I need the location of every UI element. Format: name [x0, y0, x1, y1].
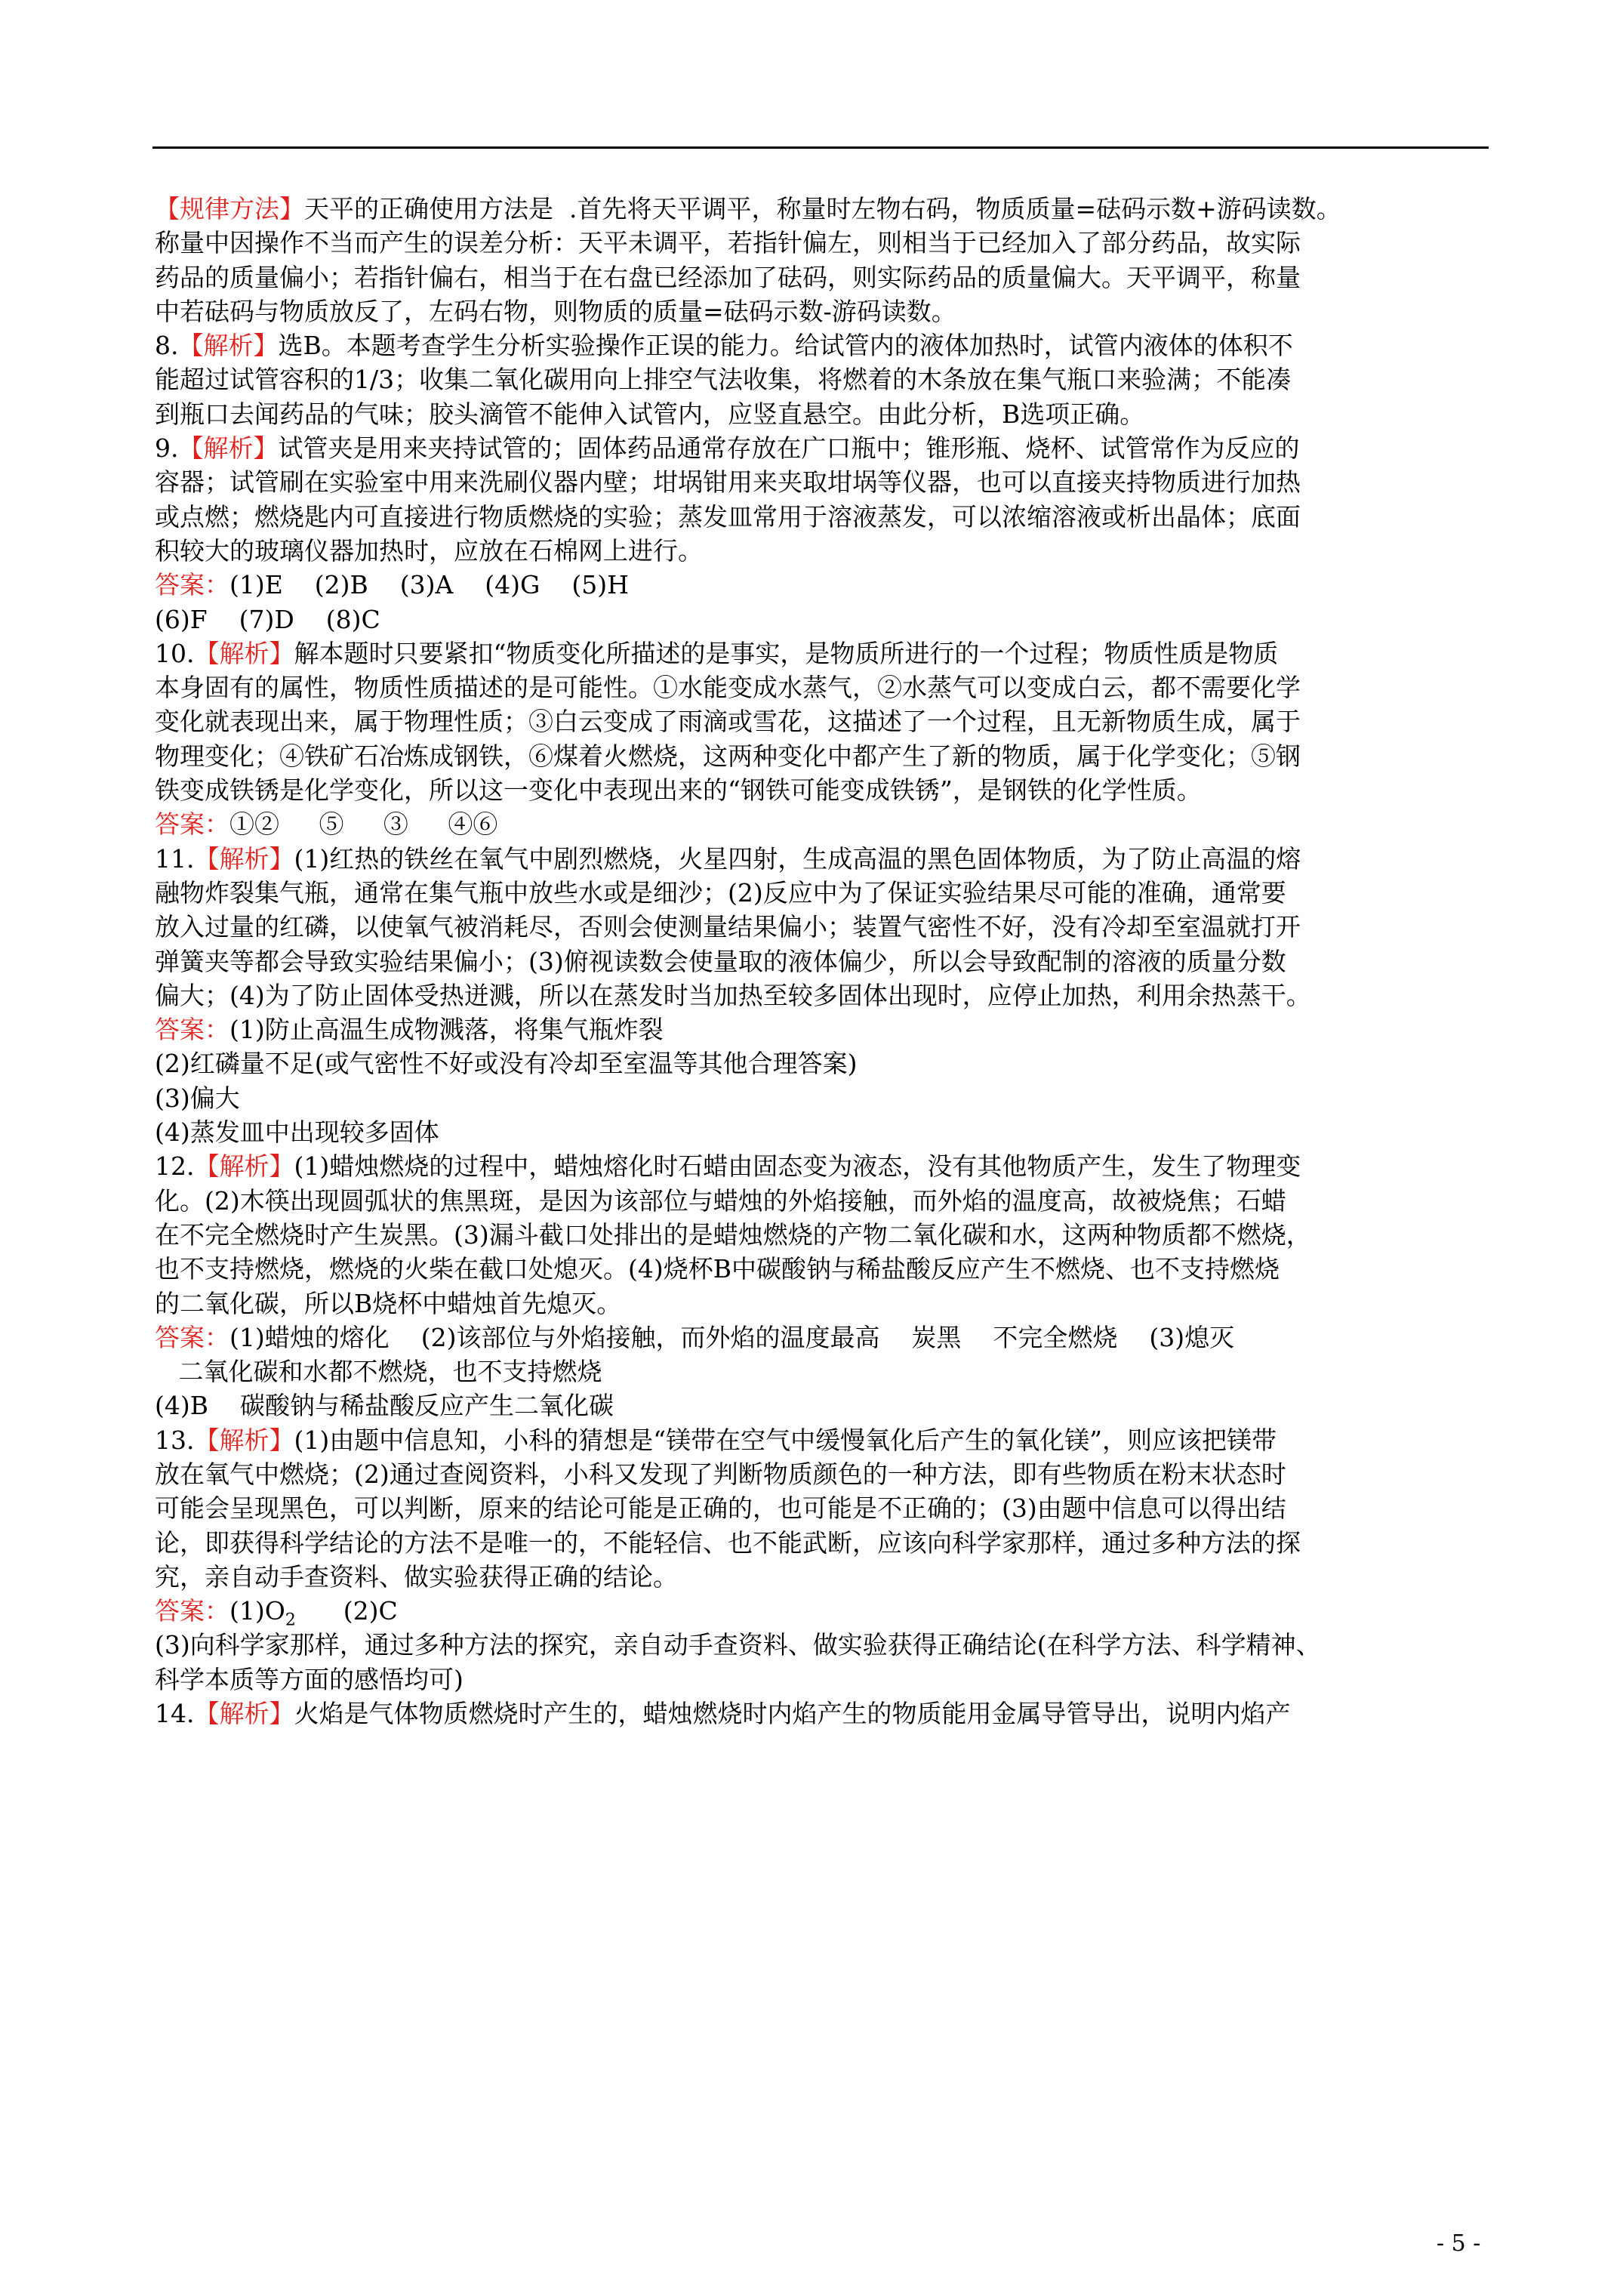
line-text: (1)蜡烛的熔化 (2)该部位与外焰接触，而外焰的温度最高 炭黑 不完全燃烧 (3)熄灭	[229, 1322, 1235, 1352]
text-line	[155, 397, 1495, 431]
section-tag: 【解析】	[194, 1151, 294, 1182]
line-text: 试管夹是用来夹持试管的；固体药品通常存放在广口瓶中；锥形瓶、烧杯、试管常作为反应的	[278, 433, 1300, 464]
line-text: 的二氧化碳，所以B烧杯中蜡烛首先熄灭。	[155, 1288, 622, 1318]
line-text: 物理变化；④铁矿石冶炼成钢铁，⑥煤着火燃烧，这两种变化中都产生了新的物质，属于化学变化；⑤钢	[155, 741, 1301, 771]
text-line	[155, 1218, 1495, 1252]
text-line	[155, 1321, 1495, 1354]
text-line	[155, 1628, 1495, 1662]
text-line	[155, 1012, 1495, 1046]
item-number: 12.	[155, 1151, 195, 1182]
line-text: (3)向科学家那样，通过多种方法的探究，亲自动手查资料、做实验获得正确结论(在科学方法、科学精神、	[155, 1630, 1321, 1660]
line-text: (1)红热的铁丝在氧气中剧烈燃烧，火星四射，生成高温的黑色固体物质，为了防止高温的熔	[294, 843, 1301, 874]
item-number: 11.	[155, 843, 195, 874]
line-text: 化。(2)木筷出现圆弧状的焦黑斑，是因为该部位与蜡烛的外焰接触，而外焰的温度高，故被烧焦；石蜡	[155, 1185, 1286, 1216]
section-tag: 答案：	[155, 1322, 229, 1352]
text-line	[155, 1697, 1495, 1730]
text-line	[155, 842, 1495, 876]
text-line	[155, 636, 1495, 670]
line-text: 铁变成铁锈是化学变化，所以这一变化中表现出来的“钢铁可能变成铁锈”，是钢铁的化学性质。	[155, 775, 1202, 806]
item-number: 9.	[155, 433, 179, 464]
text-line	[155, 226, 1495, 260]
text-line	[155, 431, 1495, 465]
line-text: (4)蒸发皿中出现较多固体	[155, 1117, 439, 1148]
text-line	[155, 876, 1495, 910]
line-text: 天平的正确使用方法是 .首先将天平调平，称量时左物右码，物质质量=砝码示数+游码读数。	[304, 194, 1341, 223]
section-tag: 【解析】	[194, 1699, 294, 1729]
line-text: 偏大；(4)为了防止固体受热迸溅，所以在蒸发时当加热至较多固体出现时，应停止加热，利用余热蒸干。	[155, 980, 1311, 1010]
section-tag: 答案：	[155, 570, 229, 600]
line-text: (3)偏大	[155, 1083, 240, 1113]
line-text: 可能会呈现黑色，可以判断，原来的结论可能是正确的，也可能是不正确的；(3)由题中信息可以得出结	[155, 1493, 1286, 1524]
item-number: 14.	[155, 1699, 195, 1729]
text-line	[155, 500, 1495, 534]
text-line	[155, 1081, 1495, 1115]
line-text: 到瓶口去闻药品的气味；胶头滴管不能伸入试管内，应竖直悬空。由此分析，B选项正确。	[155, 399, 1145, 429]
line-text: 变化就表现出来，属于物理性质；③白云变成了雨滴或雪花，这描述了一个过程，且无新物质生成，属于	[155, 707, 1301, 737]
text-line	[155, 670, 1495, 704]
line-text: (2)红磷量不足(或气密性不好或没有冷却至室温等其他合理答案)	[155, 1049, 858, 1079]
line-text: 药品的质量偏小；若指针偏右，相当于在右盘已经添加了砝码，则实际药品的质量偏大。天平调平，称量	[155, 262, 1301, 292]
text-line	[155, 1184, 1495, 1218]
line-text: 中若砝码与物质放反了，左码右物，则物质的质量=砝码示数-游码读数。	[155, 296, 956, 326]
section-tag: 【规律方法】	[155, 194, 304, 223]
line-text: 也不支持燃烧，燃烧的火柴在截口处熄灭。(4)烧杯B中碳酸钠与稀盐酸反应产生不燃烧、也不支持燃烧	[155, 1254, 1280, 1284]
page-body	[155, 192, 1495, 1730]
text-line	[155, 603, 1495, 636]
text-line	[155, 1388, 1495, 1422]
text-line	[155, 1457, 1495, 1491]
text-line	[155, 328, 1495, 362]
line-text: (1)O	[229, 1596, 285, 1626]
line-text: 弹簧夹等都会导致实验结果偏小；(3)俯视读数会使量取的液体偏少，所以会导致配制的溶液的质量分数	[155, 946, 1286, 976]
text-line	[155, 1526, 1495, 1560]
text-line	[155, 568, 1495, 602]
line-text: 积较大的玻璃仪器加热时，应放在石棉网上进行。	[155, 535, 703, 566]
line-text: 论，即获得科学结论的方法不是唯一的，不能轻信、也不能武断，应该向科学家那样，通过多种方法的探	[155, 1527, 1301, 1558]
text-line	[155, 773, 1495, 807]
section-tag: 【解析】	[178, 331, 279, 361]
text-line	[155, 1149, 1495, 1183]
line-text: 选B。本题考查学生分析实验操作正误的能力。给试管内的液体加热时，试管内液体的体积不	[278, 331, 1293, 361]
section-tag: 【解析】	[194, 638, 294, 668]
subscript: 2	[285, 1610, 296, 1630]
line-text: 放入过量的红磷，以使氧气被消耗尽，否则会使测量结果偏小；装置气密性不好，没有冷却至室温就打开	[155, 912, 1301, 942]
section-tag: 【解析】	[194, 843, 294, 874]
line-text: 究，亲自动手查资料、做实验获得正确的结论。	[155, 1561, 678, 1592]
section-tag: 答案：	[155, 1015, 229, 1045]
text-line	[155, 362, 1495, 396]
section-tag: 答案：	[155, 809, 229, 840]
text-line	[155, 1491, 1495, 1525]
text-line	[155, 739, 1495, 773]
text-line	[155, 807, 1495, 841]
line-text-after: (2)C	[295, 1596, 398, 1626]
text-line	[155, 1594, 1495, 1628]
line-text: 称量中因操作不当而产生的误差分析：天平未调平，若指针偏左，则相当于已经加入了部分药品，故实际	[155, 228, 1301, 258]
line-text: (6)F (7)D (8)C	[155, 604, 380, 634]
page-number: - 5 -	[1437, 2230, 1481, 2257]
line-text: 科学本质等方面的感悟均可)	[155, 1664, 463, 1694]
text-line	[155, 945, 1495, 978]
text-line	[155, 1423, 1495, 1457]
section-tag: 【解析】	[194, 1425, 294, 1455]
text-line	[155, 1046, 1495, 1080]
header-rule	[152, 146, 1489, 149]
line-text: 二氧化碳和水都不燃烧，也不支持燃烧	[155, 1357, 602, 1387]
item-number: 13.	[155, 1425, 195, 1455]
text-line	[155, 910, 1495, 944]
text-line	[155, 1287, 1495, 1321]
text-line	[155, 978, 1495, 1012]
line-text: 火焰是气体物质燃烧时产生的，蜡烛燃烧时内焰产生的物质能用金属导管导出，说明内焰产	[294, 1699, 1291, 1729]
section-tag: 答案：	[155, 1596, 229, 1626]
text-line	[155, 1663, 1495, 1697]
line-text: 融物炸裂集气瓶，通常在集气瓶中放些水或是细沙；(2)反应中为了保证实验结果尽可能的准确，通常要	[155, 877, 1286, 908]
text-line	[155, 704, 1495, 738]
text-line	[155, 260, 1495, 294]
text-line	[155, 1354, 1495, 1388]
line-text: 放在氧气中燃烧；(2)通过查阅资料，小科又发现了判断物质颜色的一种方法，即有些物质在粉末状态时	[155, 1459, 1286, 1489]
text-line	[155, 192, 1495, 226]
line-text: (1)E (2)B (3)A (4)G (5)H	[229, 570, 629, 600]
line-text: 或点燃；燃烧匙内可直接进行物质燃烧的实验；蒸发皿常用于溶液蒸发，可以浓缩溶液或析出晶体；底面	[155, 501, 1301, 532]
line-text: (1)防止高温生成物溅落，将集气瓶炸裂	[229, 1015, 664, 1045]
line-text: 解本题时只要紧扣“物质变化所描述的是事实，是物质所进行的一个过程；物质性质是物质	[294, 638, 1279, 668]
item-number: 8.	[155, 331, 179, 361]
line-text: 能超过试管容积的1/3；收集二氧化碳用向上排空气法收集，将燃着的木条放在集气瓶口来验满；不能凑	[155, 365, 1292, 395]
line-text: ①② ⑤ ③ ④⑥	[229, 809, 498, 840]
item-number: 10.	[155, 638, 195, 668]
text-line	[155, 1252, 1495, 1286]
line-text: (1)由题中信息知，小科的猜想是“镁带在空气中缓慢氧化后产生的氧化镁”，则应该把镁带	[294, 1425, 1277, 1455]
line-text: 在不完全燃烧时产生炭黑。(3)漏斗截口处排出的是蜡烛燃烧的产物二氧化碳和水，这两种物质都不燃烧，	[155, 1219, 1311, 1250]
section-tag: 【解析】	[178, 433, 279, 464]
text-line	[155, 294, 1495, 328]
line-text: 本身固有的属性，物质性质描述的是可能性。①水能变成水蒸气，②水蒸气可以变成白云，都不需要化学	[155, 673, 1301, 703]
line-text: (4)B 碳酸钠与稀盐酸反应产生二氧化碳	[155, 1391, 614, 1421]
line-text: 容器；试管刷在实验室中用来洗刷仪器内壁；坩埚钳用来夹取坩埚等仪器，也可以直接夹持物质进行加热	[155, 467, 1301, 498]
text-line	[155, 465, 1495, 499]
text-line	[155, 1560, 1495, 1594]
line-text: (1)蜡烛燃烧的过程中，蜡烛熔化时石蜡由固态变为液态，没有其他物质产生，发生了物理变	[294, 1151, 1301, 1182]
text-line	[155, 534, 1495, 568]
text-line	[155, 1115, 1495, 1149]
